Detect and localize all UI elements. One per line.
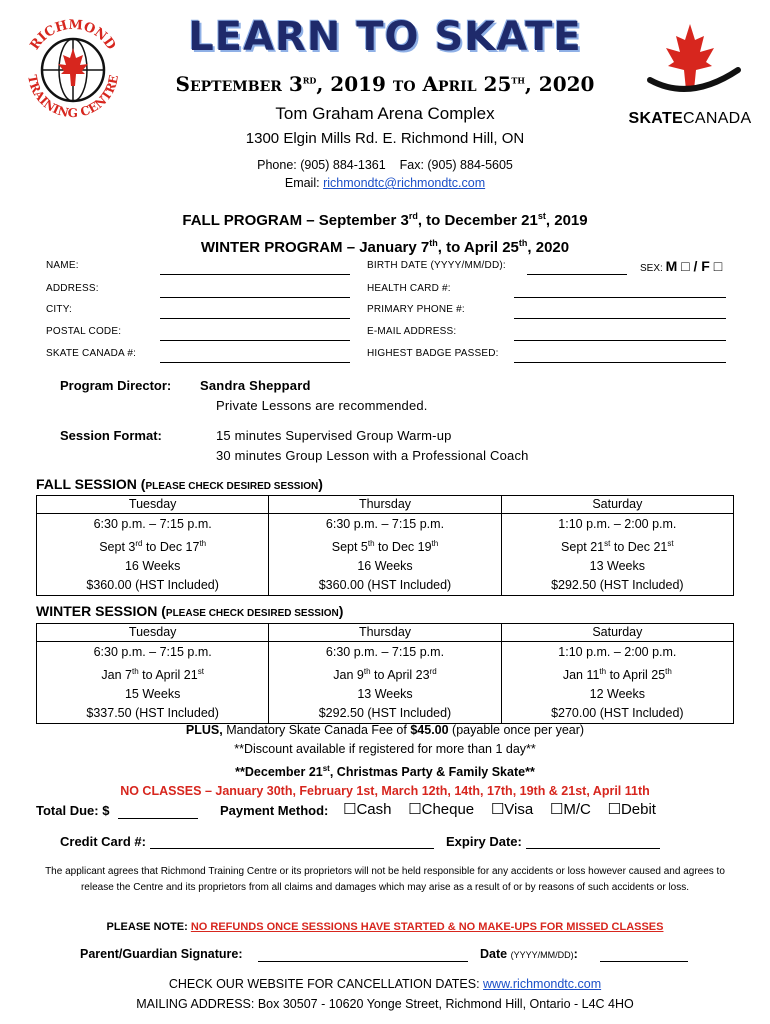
winter-program-line: WINTER PROGRAM – January 7th, to April 25th, 2020 <box>200 238 570 256</box>
health-card-field[interactable] <box>514 297 726 298</box>
signature-label: Parent/Guardian Signature: <box>80 947 243 961</box>
payment-method-label: Payment Method: <box>220 803 329 818</box>
signature-date-label: Date (YYYY/MM/DD): <box>480 947 578 961</box>
primary-phone-label: PRIMARY PHONE #: <box>367 304 465 315</box>
fall-program-line: FALL PROGRAM – September 3rd, to December 21st, 2019 <box>182 211 588 229</box>
fall-option-saturday[interactable]: 1:10 p.m. – 2:00 p.m. Sept 21st to Dec 21st 13 Weeks $292.50 (HST Included) <box>501 514 733 596</box>
email-link[interactable]: richmondtc@richmondtc.com <box>323 176 486 190</box>
date-start-sup: rd <box>302 73 317 87</box>
winter-session-heading: WINTER SESSION (PLEASE CHECK DESIRED SESSION) <box>36 603 344 619</box>
credit-card-label: Credit Card #: <box>60 834 146 849</box>
fall-day-tuesday: Tuesday <box>37 496 269 514</box>
program-director-label: Program Director: <box>60 378 172 393</box>
winter-day-saturday: Saturday <box>501 624 733 642</box>
session-format-info <box>216 426 529 466</box>
email-address-field[interactable] <box>514 340 726 341</box>
skate-canada-fee: PLUS, Mandatory Skate Canada Fee of $45.00 (payable once per year) <box>185 723 585 737</box>
postal-code-label: POSTAL CODE: <box>46 326 122 337</box>
winter-option-saturday[interactable]: 1:10 p.m. – 2:00 p.m. Jan 11th to April 25th 12 Weeks $270.00 (HST Included) <box>501 642 733 724</box>
program-dates <box>0 205 770 259</box>
wordmark-canada: CANADA <box>683 110 752 127</box>
postal-code-field[interactable] <box>160 340 350 341</box>
fall-session-table <box>36 495 734 596</box>
format-line-1: 15 minutes Supervised Group Warm-up <box>216 428 452 443</box>
date-end-sup: th <box>511 73 525 87</box>
expiry-date-label: Expiry Date: <box>446 834 522 849</box>
program-director-info <box>200 376 428 416</box>
name-field[interactable] <box>160 274 350 275</box>
debit-checkbox[interactable]: ☐Debit <box>607 801 656 818</box>
page-title: LEARN TO SKATE <box>188 14 582 60</box>
date-mid: , 2019 to April 25 <box>316 72 512 96</box>
session-format-label: Session Format: <box>60 428 162 443</box>
discount-note: **Discount available if registered for more than 1 day** <box>234 742 536 756</box>
date-start: September 3 <box>175 72 303 96</box>
signature-field[interactable] <box>258 961 468 962</box>
fall-option-tuesday[interactable]: 6:30 p.m. – 7:15 p.m. Sept 3rd to Dec 17th 16 Weeks $360.00 (HST Included) <box>37 514 269 596</box>
website-link[interactable]: www.richmondtc.com <box>483 977 602 991</box>
total-due <box>36 803 109 818</box>
fall-option-thursday[interactable]: 6:30 p.m. – 7:15 p.m. Sept 5th to Dec 19th 16 Weeks $360.00 (HST Included) <box>269 514 501 596</box>
website-label: CHECK OUR WEBSITE FOR CANCELLATION DATES: <box>168 977 484 991</box>
birth-date-field[interactable] <box>527 274 627 275</box>
mc-checkbox[interactable]: ☐M/C <box>549 801 591 818</box>
no-classes-notice: NO CLASSES – January 30th, February 1st, March 12th, 14th, 17th, 19th & 21st, April 11th <box>120 784 650 799</box>
cheque-checkbox[interactable]: ☐Cheque <box>408 801 475 818</box>
logo-text-bottom: TRAINING CENTRE <box>24 73 122 121</box>
logo-text-top: RICHMOND <box>27 17 119 53</box>
sex-options[interactable]: M □ / F □ <box>665 258 723 274</box>
name-label: NAME: <box>46 260 79 271</box>
winter-session-table <box>36 623 734 724</box>
email-label: Email: <box>284 176 320 190</box>
winter-option-tuesday[interactable]: 6:30 p.m. – 7:15 p.m. Jan 7th to April 21st 15 Weeks $337.50 (HST Included) <box>37 642 269 724</box>
mailing-address: MAILING ADDRESS: Box 30507 - 10620 Yonge Street, Richmond Hill, Ontario - L4C 4HO <box>136 997 634 1011</box>
total-due-field[interactable] <box>118 818 198 819</box>
contact-info <box>0 156 770 192</box>
city-field[interactable] <box>160 318 350 319</box>
skate-canada-number-field[interactable] <box>160 362 350 363</box>
director-name: Sandra Sheppard <box>200 378 311 393</box>
arena-address: 1300 Elgin Mills Rd. E. Richmond Hill, ON <box>245 130 525 147</box>
fax-text: Fax: (905) 884-5605 <box>399 158 513 172</box>
city-label: CITY: <box>46 304 73 315</box>
sex-label: SEX: <box>640 263 663 274</box>
refund-notice <box>0 921 770 933</box>
refund-notice-text: NO REFUNDS ONCE SESSIONS HAVE STARTED & NO MAKE-UPS FOR MISSED CLASSES <box>190 921 664 933</box>
footer <box>0 974 770 1014</box>
refund-notice-label: PLEASE NOTE: <box>106 921 191 933</box>
fees-and-notices <box>0 721 770 801</box>
winter-day-thursday: Thursday <box>269 624 501 642</box>
director-note: Private Lessons are recommended. <box>216 398 428 413</box>
date-range <box>100 72 670 96</box>
signature-date-field[interactable] <box>600 961 688 962</box>
highest-badge-field[interactable] <box>514 362 726 363</box>
sex-field[interactable] <box>640 258 722 274</box>
address-label: ADDRESS: <box>46 283 99 294</box>
winter-option-thursday[interactable]: 6:30 p.m. – 7:15 p.m. Jan 9th to April 23rd 13 Weeks $292.50 (HST Included) <box>269 642 501 724</box>
address-field[interactable] <box>160 297 350 298</box>
phone-text: Phone: (905) 884-1361 <box>257 158 386 172</box>
skate-canada-number-label: SKATE CANADA #: <box>46 348 137 359</box>
total-due-label: Total Due: $ <box>36 803 110 818</box>
highest-badge-label: HIGHEST BADGE PASSED: <box>367 348 499 359</box>
birth-date-label: BIRTH DATE (YYYY/MM/DD): <box>367 260 506 271</box>
fall-day-thursday: Thursday <box>269 496 501 514</box>
payment-options <box>343 800 656 818</box>
expiry-date-field[interactable] <box>526 848 660 849</box>
christmas-party-note: **December 21st, Christmas Party & Family Skate** <box>235 764 535 780</box>
winter-day-tuesday: Tuesday <box>37 624 269 642</box>
arena-name: Tom Graham Arena Complex <box>275 104 495 123</box>
fall-session-heading: FALL SESSION (PLEASE CHECK DESIRED SESSION) <box>36 476 323 492</box>
primary-phone-field[interactable] <box>514 318 726 319</box>
email-address-label: E-MAIL ADDRESS: <box>367 326 457 337</box>
health-card-label: HEALTH CARD #: <box>367 283 451 294</box>
cash-checkbox[interactable]: ☐Cash <box>343 801 392 818</box>
date-end: , 2020 <box>524 72 595 96</box>
wordmark-skate: SKATE <box>628 110 684 127</box>
visa-checkbox[interactable]: ☐Visa <box>490 801 534 818</box>
format-line-2: 30 minutes Group Lesson with a Professional Coach <box>216 448 529 463</box>
liability-disclaimer: The applicant agrees that Richmond Training Centre or its proprietors will not be held responsible for any accidents or loss however caused and agrees to release the Centre and its proprietors from all claims and damages which may arise as a result of or by reasons of such accidents or loss. <box>45 866 725 893</box>
credit-card-field[interactable] <box>150 848 434 849</box>
fall-day-saturday: Saturday <box>501 496 733 514</box>
